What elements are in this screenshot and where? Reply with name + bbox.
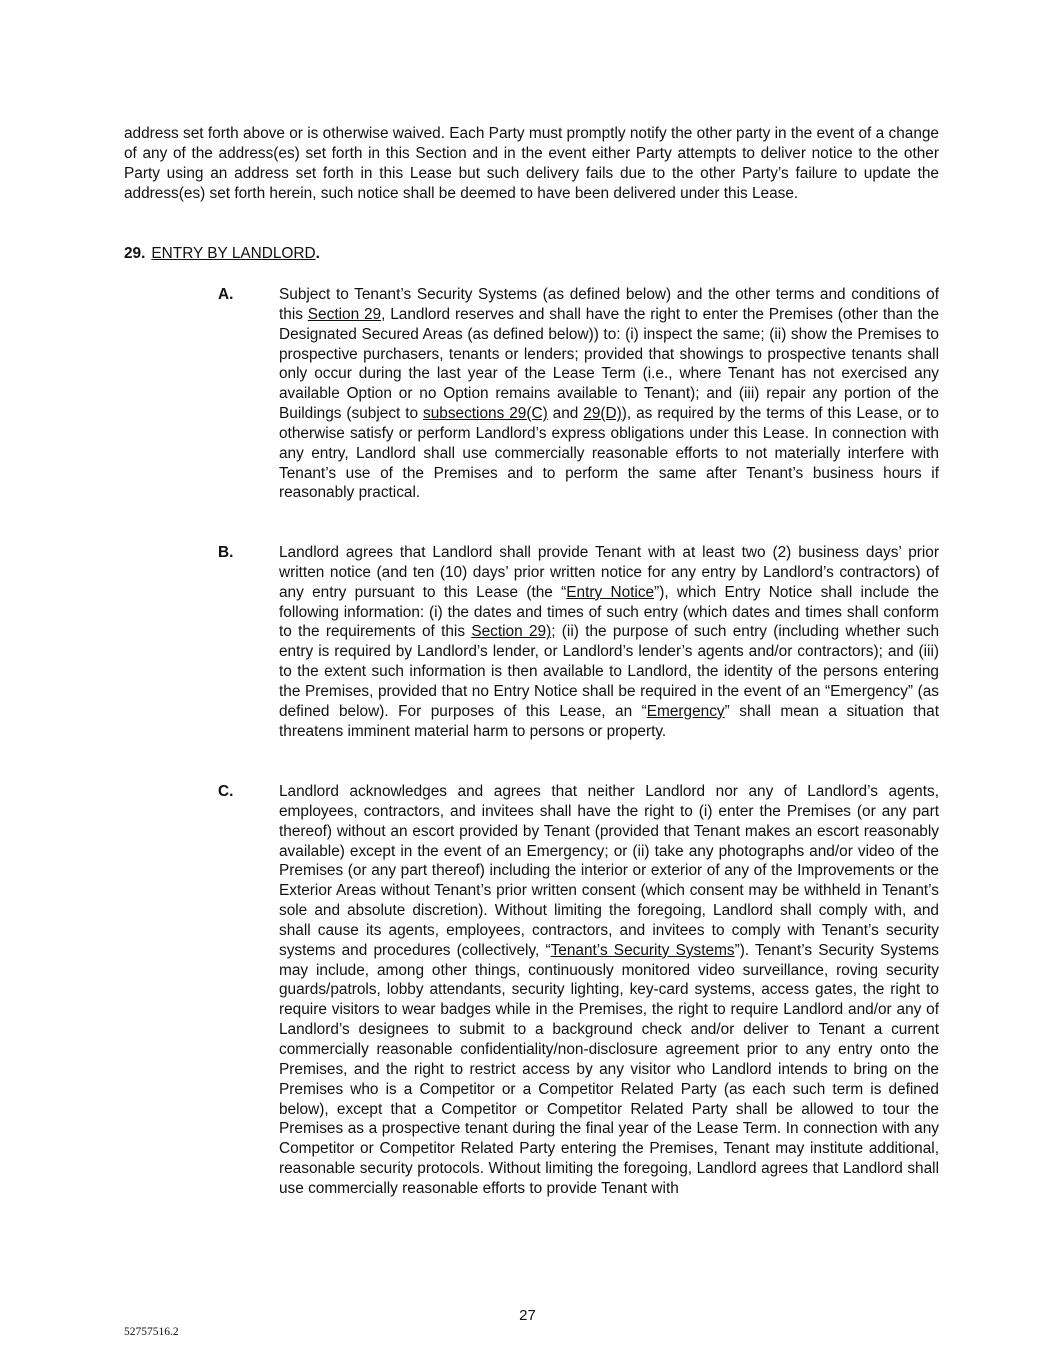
subsection-b-paragraph: Landlord agrees that Landlord shall provide Tenant with at least two (2) business days’ prior written notice (and ten (10) days’ prior written notice for any entry by Landlord’s contractors) of any entry pursuant to this Lease (the “Entry Notice”), which Entry Notice shall include the following information: (i) the dates and times of such entry (which dates and times shall conform to the requirements of this Section 29); (ii) the purpose of such entry (including whether such entry is required by Landlord’s lender, or Landlord’s lender’s agents and/or contractors); and (iii) to the extent such information is then available to Landlord, the identity of the persons entering the Premises, provided that no Entry Notice shall be required in the event of an “Emergency” (as defined below). For purposes of this Lease, an “Emergency” shall mean a situation that threatens imminent material harm to persons or property. [279,544,940,740]
emergency-term: Emergency [646,702,725,720]
section-title-period: . [315,245,320,262]
subsection-a-letter: A. [218,286,234,303]
subsection-29d-reference: 29(D) [583,405,622,423]
section-heading [124,244,320,264]
tenants-security-systems-term: Tenant’s Security Systems [550,941,735,959]
section-number: 29. [124,245,146,262]
section-29-reference: Section 29 [307,305,382,323]
subsection-c-letter: C. [218,783,234,800]
intro-paragraph: address set forth above or is otherwise waived. Each Party must promptly notify the other party in the event of a change of any of the address(es) set forth in this Section and in the event either Party attempts to deliver notice to the other Party using an address set forth in this Lease but such delivery fails due to the other Party’s failure to update the address(es) set forth herein, such notice shall be deemed to have been delivered under this Lease. [124,125,939,202]
subsection-a-paragraph: Subject to Tenant’s Security Systems (as defined below) and the other terms and conditions of this Section 29, Landlord reserves and shall have the right to enter the Premises (other than the Designated Secured Areas (as defined below)) to: (i) inspect the same; (ii) show the Premises to prospective purchasers, tenants or lenders; provided that showings to prospective tenants shall only occur during the last year of the Lease Term (i.e., where Tenant has not exercised any available Option or no Option remains available to Tenant); and (iii) repair any portion of the Buildings (subject to subsections 29(C) and 29(D)), as required by the terms of this Lease, or to otherwise satisfy or perform Landlord’s express obligations under this Lease. In connection with any entry, Landlord shall use commercially reasonable efforts to not materially interfere with Tenant’s use of the Premises and to perform the same after Tenant’s business hours if reasonably practical. [279,286,940,502]
entry-notice-term: Entry Notice [566,583,655,601]
subsections-29c-reference: subsections 29(C) [423,405,548,423]
subsection-c-paragraph: Landlord acknowledges and agrees that neither Landlord nor any of Landlord’s agents, employees, contractors, and invitees shall have the right to (i) enter the Premises (or any part thereof) without an escort provided by Tenant (provided that Tenant makes an escort reasonably available) except in the event of an Emergency; or (ii) take any photographs and/or video of the Premises (or any part thereof) including the interior or exterior of any of the Improvements or the Exterior Areas without Tenant’s prior written consent (which consent may be withheld in Tenant’s sole and absolute discretion). Without limiting the foregoing, Landlord shall comply with, and shall cause its agents, employees, contractors, and invitees to comply with Tenant’s security systems and procedures (collectively, “Tenant’s Security Systems”). Tenant’s Security Systems may include, among other things, continuously monitored video surveillance, roving security guards/patrols, lobby attendants, security lighting, key-card systems, access gates, the right to require visitors to wear badges while in the Premises, the right to require Landlord and/or any of Landlord’s designees to submit to a background check and/or deliver to Tenant a current commercially reasonable confidentiality/non-disclosure agreement prior to any entry onto the Premises, and the right to restrict access by any visitor who Landlord intends to bring on the Premises who is a Competitor or a Competitor Related Party (as each such term is defined below), except that a Competitor or Competitor Related Party shall be allowed to tour the Premises as a prospective tenant during the final year of the Lease Term. In connection with any Competitor or Competitor Related Party entering the Premises, Tenant may institute additional, reasonable security protocols. Without limiting the foregoing, Landlord agrees that Landlord shall use commercially reasonable efforts to provide Tenant with [279,783,940,1197]
section-29-reference-b: Section 29) [471,623,552,641]
subsection-b-letter: B. [218,544,234,561]
page-number: 27 [519,1307,536,1324]
document-id: 52757516.2 [124,1326,179,1338]
section-title: ENTRY BY LANDLORD [151,245,316,262]
